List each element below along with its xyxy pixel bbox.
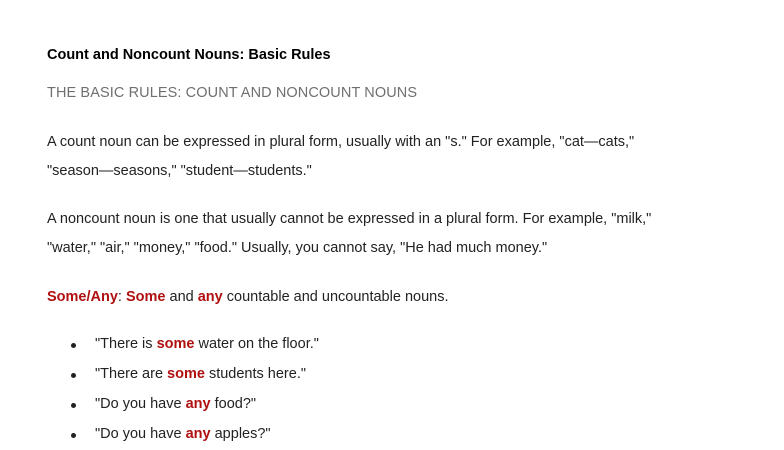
paragraph-line: A noncount noun is one that usually cannot be expressed in a plural form. For example, "milk," <box>47 211 652 227</box>
example-list <box>47 330 319 450</box>
example-text: "There are <box>95 366 168 382</box>
example-text: food?" <box>210 396 257 412</box>
example-text: water on the floor." <box>194 336 319 352</box>
rule-text: countable and uncountable nouns. <box>222 289 449 305</box>
example-keyword: some <box>167 366 205 382</box>
rule-keyword-some: Some <box>125 289 166 305</box>
rule-colon: : <box>117 289 126 305</box>
example-text: "Do you have <box>95 396 186 412</box>
paragraph-line: "water," "air," "money," "food." Usually, you cannot say, "He had much money." <box>47 240 548 256</box>
paragraph-line: "season—seasons," "student—students." <box>47 163 312 179</box>
rule-keyword-any: any <box>197 289 223 305</box>
list-item <box>47 360 319 390</box>
count-noun-paragraph <box>47 128 634 186</box>
example-text: apples?" <box>210 426 271 442</box>
some-any-rule <box>47 283 448 312</box>
section-heading: THE BASIC RULES: COUNT AND NONCOUNT NOUNS <box>47 85 418 101</box>
document-title: Count and Noncount Nouns: Basic Rules <box>47 47 331 63</box>
list-item <box>47 330 319 360</box>
list-item <box>47 420 319 450</box>
example-keyword: any <box>185 426 211 442</box>
rule-heading: Some/Any <box>47 289 118 305</box>
example-text: "There is <box>95 336 157 352</box>
bullet-icon <box>71 373 76 378</box>
paragraph-line: A count noun can be expressed in plural form, usually with an "s." For example, "cat—cats," <box>47 134 635 150</box>
example-keyword: some <box>156 336 195 352</box>
example-keyword: any <box>185 396 211 412</box>
bullet-icon <box>71 433 76 438</box>
example-text: students here." <box>204 366 307 382</box>
rule-connector: and <box>165 289 198 305</box>
bullet-icon <box>71 403 76 408</box>
list-item <box>47 390 319 420</box>
noncount-noun-paragraph <box>47 205 651 263</box>
bullet-icon <box>71 343 76 348</box>
example-text: "Do you have <box>95 426 186 442</box>
